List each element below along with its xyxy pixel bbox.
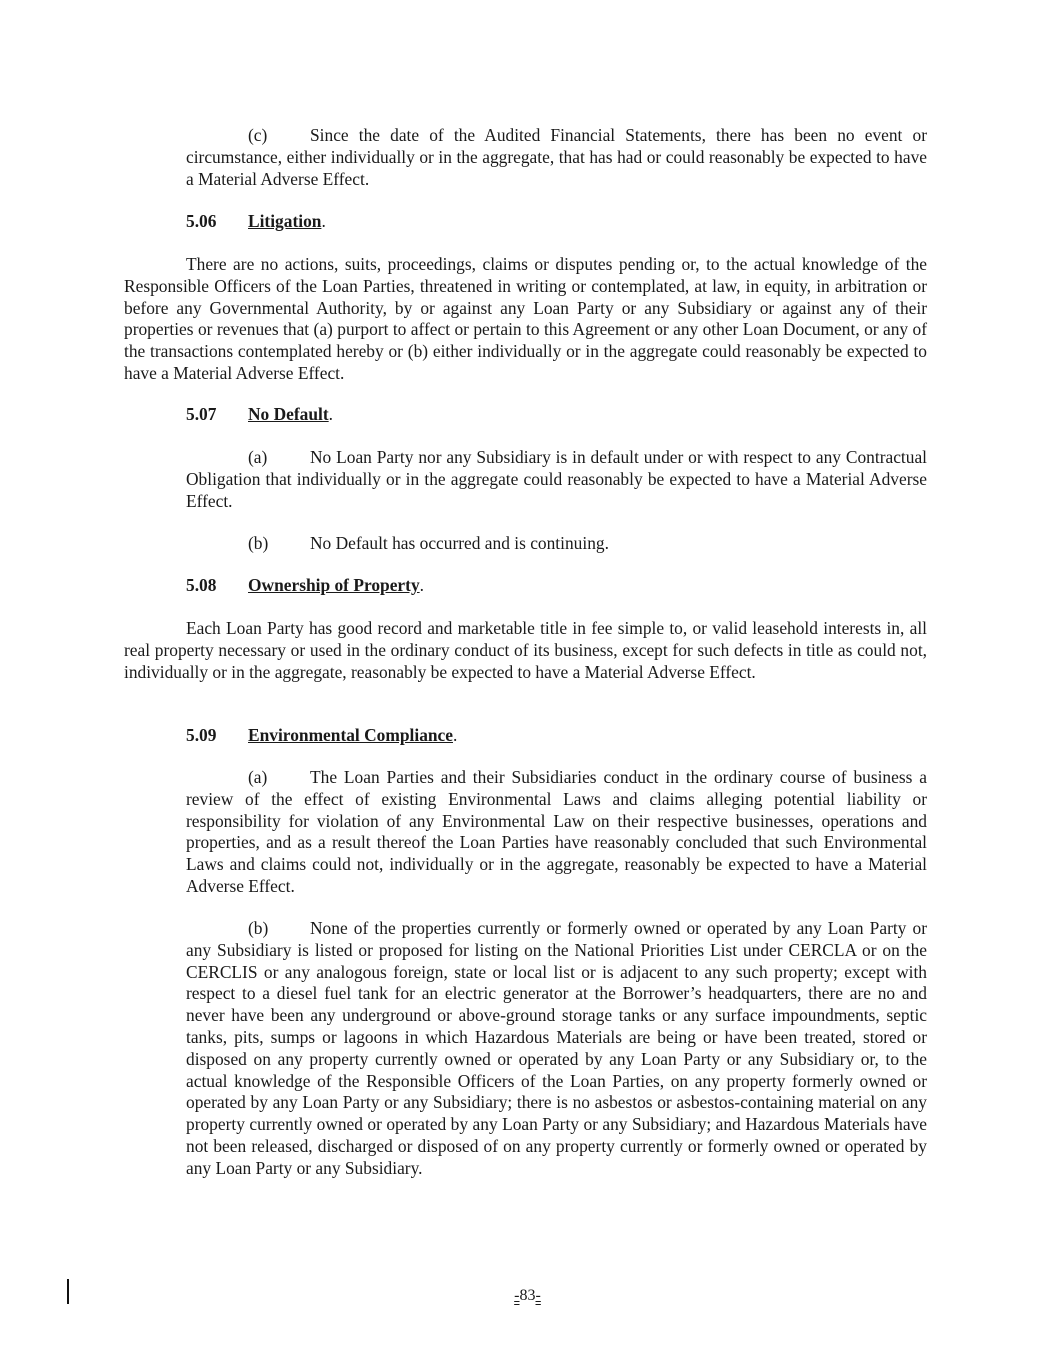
clause-label: (a) xyxy=(248,447,268,467)
clause-label: (c) xyxy=(248,125,268,145)
paragraph-5-08-body: Each Loan Party has good record and marketable title in fee simple to, or valid leasehold interests in, all real property necessary or used in the ordinary conduct of its business, except for such defects in title as could not, individually or in the aggregate, reasonably be expected to have a Material Adverse Effect. xyxy=(124,618,927,682)
page-number: 83 xyxy=(519,1287,536,1304)
section-number: 5.08 xyxy=(186,575,217,595)
paragraph-5-09-a xyxy=(186,767,927,898)
footer-dash-right: - xyxy=(535,1287,541,1304)
clause-text: The Loan Parties and their Subsidiaries conduct in the ordinary course of business a review of the effect of existing Environmental Laws and claims alleging potential liability or responsibility for violation of any Environmental Law on their respective businesses, operations and properties, and as a result thereof the Loan Parties have reasonably concluded that such Environmental Laws and claims could not, individually or in the aggregate, reasonably be expected to have a Material Adverse Effect. xyxy=(186,767,927,896)
section-heading-5-07: 5.07 No Default. xyxy=(186,404,334,424)
footer-dash-left: - xyxy=(514,1287,520,1304)
paragraph-5-06-body: There are no actions, suits, proceedings, claims or disputes pending or, to the actual knowledge of the Responsible Officers of the Loan Parties, threatened in writing or contemplated, at law, in equity, in arbitration or before any Governmental Authority, by or against any Loan Party or any Subsidiary or against any of their properties or revenues that (a) purport to affect or pertain to this Agreement or any other Loan Document, or any of the transactions contemplated hereby or (b) either individually or in the aggregate could reasonably be expected to have a Material Adverse Effect. xyxy=(124,254,927,383)
page-number-footer xyxy=(0,1285,1055,1307)
section-title: Litigation xyxy=(248,211,322,231)
clause-label: (a) xyxy=(248,767,268,787)
section-number: 5.06 xyxy=(186,211,217,231)
section-heading-5-08: 5.08 Ownership of Property. xyxy=(186,575,424,595)
clause-text: Since the date of the Audited Financial Statements, there has been no event or circumstance, either individually or in the aggregate, that has had or could reasonably be expected to have a Material Adverse Effect. xyxy=(186,125,927,189)
paragraph-5-05-c xyxy=(186,125,927,190)
paragraph-5-07-b xyxy=(186,533,927,555)
clause-text: No Loan Party nor any Subsidiary is in default under or with respect to any Contractual Obligation that individually or in the aggregate could reasonably be expected to have a Material Adverse Effect. xyxy=(186,447,927,511)
section-number: 5.09 xyxy=(186,725,217,745)
section-number: 5.07 xyxy=(186,404,217,424)
paragraph-5-07-a xyxy=(186,447,927,512)
section-title: Ownership of Property xyxy=(248,575,420,595)
clause-text: No Default has occurred and is continuing. xyxy=(310,533,609,553)
clause-text: None of the properties currently or formerly owned or operated by any Loan Party or any Subsidiary is listed or proposed for listing on the National Priorities List under CERCLA or on the CERCLIS or any analogous foreign, state or local list or is adjacent to any such property; except with respect to a diesel fuel tank for an electric generator at the Borrower’s headquarters, there are no and never have been any underground or above-ground storage tanks or any surface impoundments, septic tanks, pits, sumps or lagoons in which Hazardous Materials are being or have been treated, stored or disposed on any property currently owned or operated by any Loan Party or any Subsidiary or, to the actual knowledge of the Responsible Officers of the Loan Parties, on any property formerly owned or operated by any Loan Party or any Subsidiary; there is no asbestos or asbestos-containing material on any property currently owned or operated by any Loan Party or any Subsidiary; and Hazardous Materials have not been released, discharged or disposed of on any property currently or formerly owned or operated by any Loan Party or any Subsidiary. xyxy=(186,918,927,1178)
section-heading-5-09: 5.09 Environmental Compliance. xyxy=(186,725,458,745)
section-title: No Default xyxy=(248,404,329,424)
paragraph-5-09-b xyxy=(186,918,927,1180)
section-title: Environmental Compliance xyxy=(248,725,453,745)
section-heading-5-06: 5.06 Litigation. xyxy=(186,211,326,231)
clause-label: (b) xyxy=(248,918,269,938)
clause-label: (b) xyxy=(248,533,269,553)
